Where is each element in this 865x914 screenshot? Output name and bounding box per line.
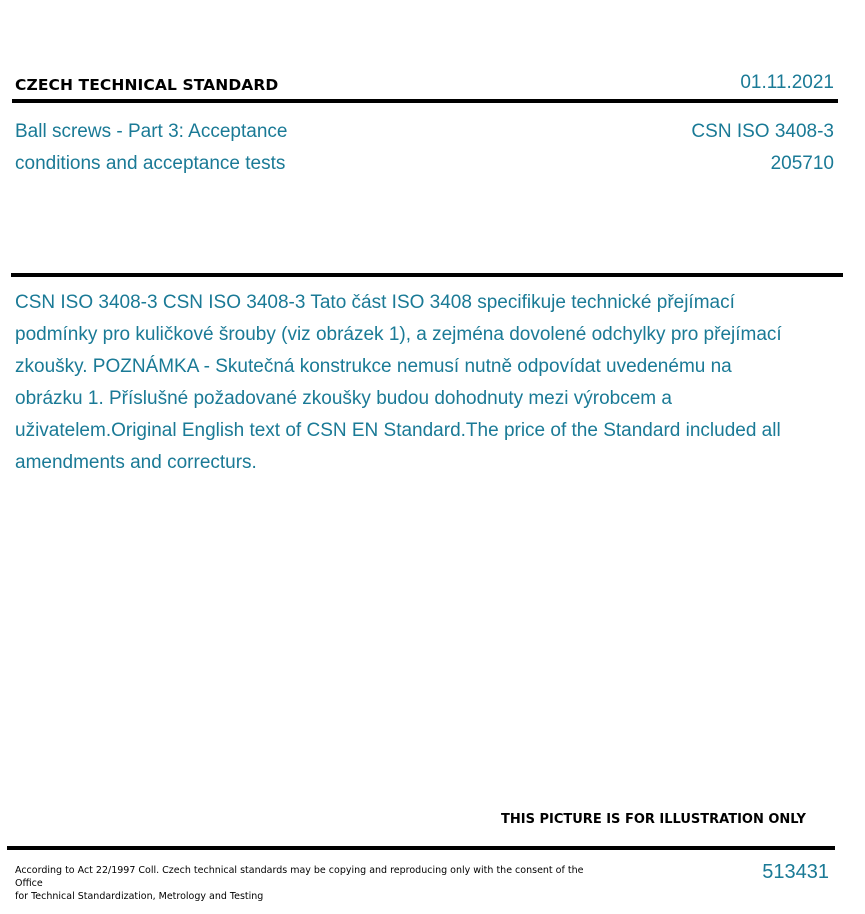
abstract-text: CSN ISO 3408-3 CSN ISO 3408-3 Tato část ISO 3408 specifikuje technické přejímací podmínky pro kuličkové šrouby (viz obrázek 1), a zejména dovolené odchylky pro přejímací zkoušky. POZNÁMKA - Skutečná konstrukce nemusí nutně odpovídat uvedenému na obrázku 1. Příslušné požadované zkoušky budou dohodnuty mezi výrobcem a uživatelem.Original English text of CSN EN Standard.The price of the Standard included all amendments and correcturs.: [15, 292, 782, 473]
standard-title: [15, 116, 415, 180]
title-divider: [11, 273, 843, 277]
publication-date: 01.11.2021: [740, 72, 834, 93]
standard-code: CSN ISO 3408-3: [691, 121, 834, 142]
illustration-note: THIS PICTURE IS FOR ILLUSTRATION ONLY: [501, 812, 806, 827]
standard-title-line-1: Ball screws - Part 3: Acceptance: [15, 121, 288, 142]
copyright-notice: [15, 864, 585, 903]
copyright-line-2: for Technical Standardization, Metrology and Testing: [15, 891, 264, 902]
classification-number: 205710: [770, 153, 834, 174]
standard-title-line-2: conditions and acceptance tests: [15, 153, 286, 174]
catalog-number: 513431: [762, 861, 829, 883]
header-divider: [12, 99, 838, 103]
document-type-label: CZECH TECHNICAL STANDARD: [15, 76, 279, 94]
standard-identifier: [691, 116, 834, 180]
footer-divider: [7, 846, 835, 850]
copyright-line-1: According to Act 22/1997 Coll. Czech technical standards may be copying and reproducing only with the consent of the Office: [15, 865, 584, 889]
